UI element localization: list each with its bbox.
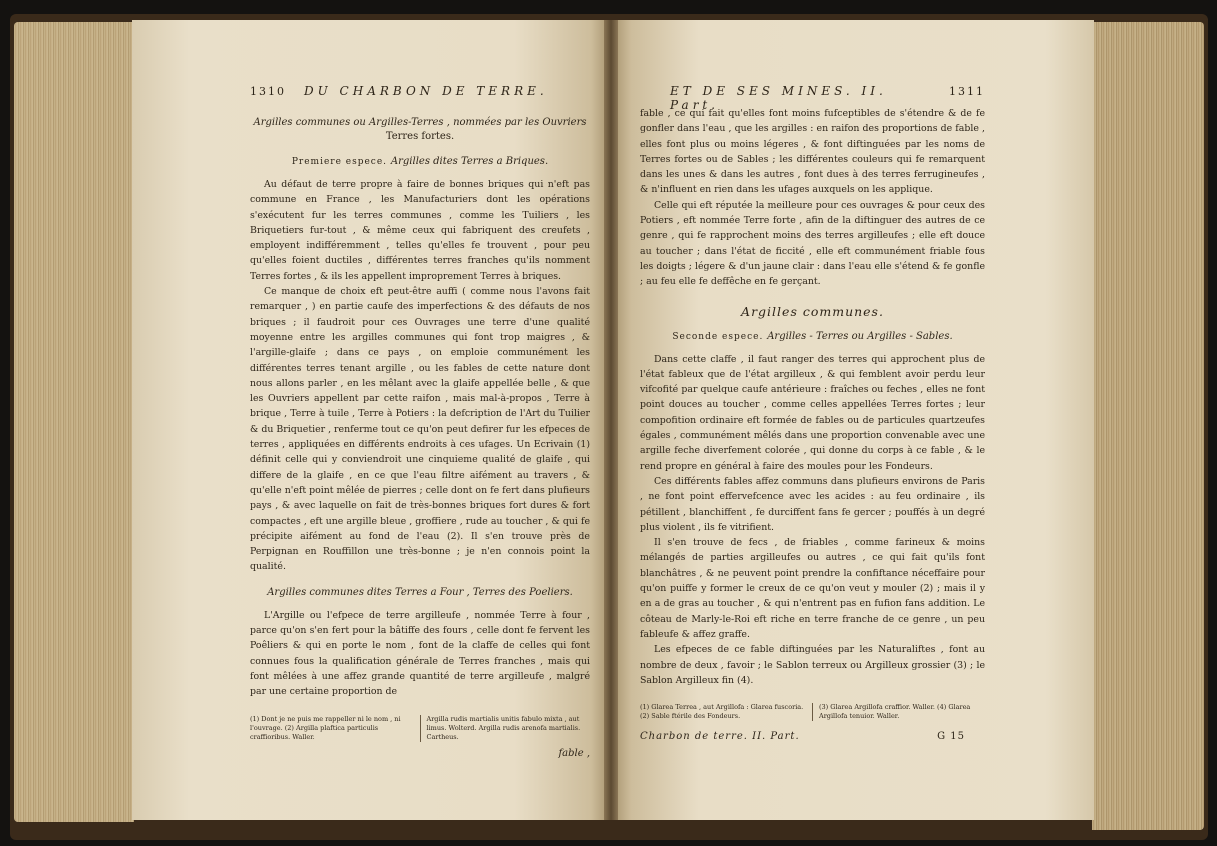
right-paragraph-2: Celle qui eft réputée la meilleure pour ces ouvrages & pour ceux des Potiers , eft nommée Terre forte , afin de la diftinguer des autres de ce genre , qui fe rapprochent moins des terres argilleufes ; elle eft douce au toucher ; dans l'état de ficcité , elle eft communément friable fous les doigts ; légere & d'un jaune clair : dans l'eau elle s'étend & fe gonfle ; au feu elle fe deffêche en fe gerçant. [640,199,985,288]
right-footnote-b: (3) Glarea Argillofa craffior. Waller. (4) Glarea Argillofa tenuior. Waller. [812,703,985,721]
left-running-head [250,84,590,106]
left-paragraph-1: Au défaut de terre propre à faire de bonnes briques qui n'eft pas commune en France , les Manufacturiers dont les opérations s'exécutent fur les terres communes , comme les Tuiliers , les Briquetiers fur-tout , & même ceux qui fabriquent des creufets , employent indifféremment , telles qu'elles fe trouvent , pour peu qu'elles foient ductiles , différentes terres franches qu'ils nomment Terres fortes , & ils les appellent improprement Terres à briques. [250,179,590,282]
book-gutter [604,20,618,820]
left-footnotes [250,714,590,742]
right-paragraph-4: Ces différents fables affez communs dans plufieurs environs de Paris , ne font point effervefcence avec les acides : au feu ordinaire , ils pétillent , blanchiffent , fe durciffent fans fe gercer ; pouffés à un degré plus violent , ils fe vitrifient. [640,475,985,533]
left-section-title: Argilles communes dites Terres a Four , Terres des Poeliers. [267,586,573,598]
right-section-heading: Argilles communes. [741,303,884,319]
left-subtitle-line2: Terres fortes. [385,131,455,142]
right-species-name: Argilles - Terres ou Argilles - Sables. [767,330,953,342]
left-page-content [250,84,590,759]
right-running-title: ET DE SES MINES. II. Part. [670,84,887,112]
page-edges-left [14,22,134,822]
right-signature-title: Charbon de terre. II. Part. [640,731,800,743]
left-paragraph-3: L'Argille ou l'efpece de terre argilleufe , nommée Terre à four , parce qu'on s'en fert pour la bâtiffe des fours , celle dont fe fervent les Poêliers & qui en porte le nom , font de la claffe de celles qui font connues fous la qualification générale de Terres franches , mais qui font mêlées à une affez grande quantité de terre argilleufe , malgré par une certaine proportion de [250,609,590,698]
left-species-name: Argilles dites Terres a Briques. [390,156,549,167]
left-species-label: Premiere espece. [291,157,388,167]
left-running-title: DU CHARBON DE TERRE. [304,84,548,98]
right-page-number: 1311 [949,85,985,98]
left-paragraph-2: Ce manque de choix eft peut-être auffi ( comme nous l'avons fait remarquer , ) en partie caufe des imperfections & des défauts de nos briques ; il faudroit pour ces Ouvrages une terre d'une qualité moyenne entre les argilles communes qui font trop maigres , & l'argille-glaife ; dans ce pays , on emploie communément les différentes terres tenant argille , ou les fables de cette nature dont nous allons parler , en les mêlant avec la glaife appellée belle , & que les Ouvriers appellent par cette raifon , mais mal-à-propos , Terre à brique , Terre à tuile , Terre à Potiers : la defcription de l'Art du Tuilier & du Briquetier , renferme tout ce qu'on peut defirer fur les efpeces de terres , appliquées en différents endroits à ces ufages. Un Ecrivain (1) définit celle qui y conviendroit une cinquieme qualité de glaife , qui differe de la glaife , en ce que l'eau filtre aifément au travers , & qu'elle n'eft point mêlée de pierres ; celle dont on fe fert dans plufieurs pays , & avec laquelle on fait de très-bonnes briques fort dures & fort compactes , eft une argille bleue , groffiere , rude au toucher , & qui fe précipite aifément au fond de l'eau (2). Il s'en trouve près de Perpignan en Rouffillon une très-bonne ; je n'en connois point la qualité. [250,286,590,573]
right-page-content [640,84,985,742]
left-catchword: fable , [558,747,590,759]
right-signature-line [640,731,985,742]
left-footnote-b: Argilla rudis martialis unitis fabulo mixta , aut limus. Wolterd. Argilla rudis arenofa martialis. Cartheus. [420,715,591,742]
right-species-heading [640,331,985,342]
right-footnotes [640,702,985,721]
left-footnote-a: (1) Dont je ne puis me rappeller ni le nom , ni l'ouvrage. (2) Argilla plaftica particulis craffioribus. Waller. [250,714,401,741]
right-paragraph-5: Il s'en trouve de fecs , de friables , comme farineux & moins mélangés de parties argilleufes ou autres , ce qui fait qu'ils font blanchâtres , & ne peuvent point prendre la confiftance néceffaire pour qu'on puiffe y former le creux de ce qu'on veut y mouler (2) ; mais il y en a de gras au toucher , & qui n'entrent pas en fufion fans addition. Le côteau de Marly-le-Roi eft riche en terre franche de ce genre , un peu fableufe & affez graffe. [640,537,985,640]
left-page-number: 1310 [250,85,286,98]
right-signature-mark: G 15 [937,731,965,743]
left-species-heading [250,156,590,167]
right-paragraph-3: Dans cette claffe , il faut ranger des terres qui approchent plus de l'état fableux que de l'état argilleux , & qui femblent avoir perdu leur vifcofité par quelque caufe antérieure : fraîches ou feches , elles ne font point douces au toucher , comme celles appellées Terres fortes ; leur compofition ordinaire eft formée de fables ou de particules quartzeufes égales , communément mêlés dans une proportion convenable avec une argille feche diverfement colorée , qui donne du corps à ce fable , & le rend propre en général à faire des moules pour les Fondeurs. [640,353,985,472]
right-paragraph-1: fable , ce qui fait qu'elles font moins fufceptibles de s'étendre & de fe gonfler dans l'eau , que les argilles : en raifon des proportions de fable , elles font plus ou moins légeres , & font diftinguées par les noms de Terres fortes ou de Sables ; les différentes couleurs qui fe remarquent dans les unes & dans les autres , font dues à des terres ferrugineufes , & n'influent en rien dans les ufages auxquels on les applique. [640,108,985,196]
right-running-head [640,84,985,112]
left-subtitle: Argilles communes ou Argilles-Terres , nommées par les Ouvriers [253,117,587,128]
page-edges-right [1092,22,1204,830]
right-paragraph-6: Les efpeces de ce fable diftinguées par les Naturaliftes , font au nombre de deux , favoir ; le Sablon terreux ou Argilleux grossier (3) ; le Sablon Argilleux fin (4). [640,644,985,686]
right-species-label: Seconde espece. [672,331,764,342]
right-footnote-a: (1) Glarea Terrea , aut Argillofa : Glarea fuscoria. (2) Sable ftérile des Fondeurs. [640,703,804,721]
